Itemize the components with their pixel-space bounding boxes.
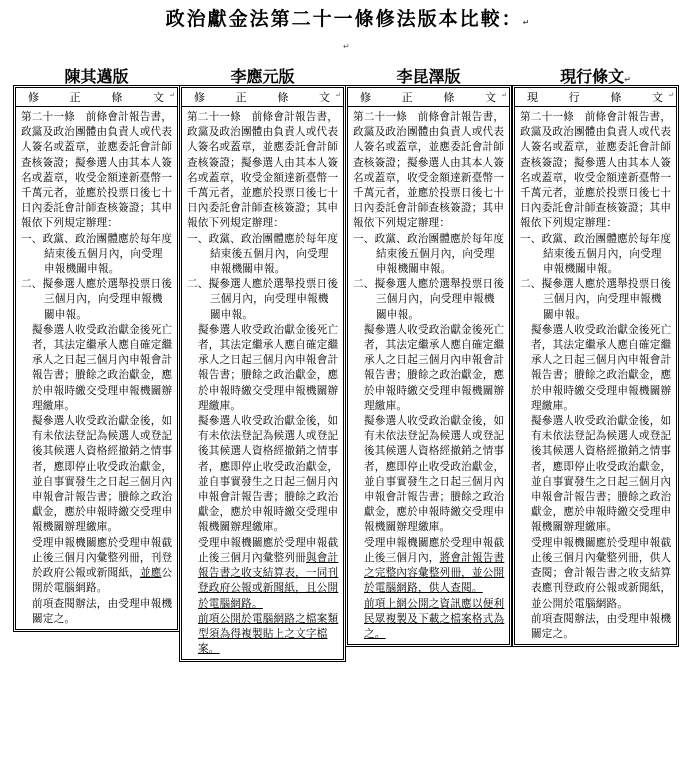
list-item: 二、擬參選人應於選舉投票日後三個月內，向受理申報機關申報。 [21,278,173,321]
column-heading-li-kunze: 李昆澤版 [396,67,461,86]
panel-header: 修 正 條 文 ↵ [16,88,177,107]
amended-text: 前項上網公開之資訊應以便利民眾複製及下載之檔案格式為之。 [364,597,505,640]
paragraph-mark: ↵ [624,75,631,84]
panel-header: 現 行 條 文 ↵ [515,88,676,107]
version-panel-li-kunze [347,87,510,645]
paragraph: 擬參選人收受政治獻金後死亡者，其法定繼承人應自確定繼承人之日起三個月內申報會計報告書；賸餘之政治獻金，應於申報時繳交受理申報機關辦理繳庫。 [32,323,173,412]
paragraph: 擬參選人收受政治獻金後，如有未依法登記為候選人或登記後其候選人資格經撤銷之情事者，應即停止收受政治獻金，並自事實發生之日起三個月內申報會計報告書；賸餘之政治獻金，應於申報時繳交受理申報機關辦理繳庫。 [32,415,173,534]
paragraph: 擬參選人收受政治獻金後，如有未依法登記為候選人或登記後其候選人資格經撤銷之情事者，應即停止收受政治獻金，並自事實發生之日起三個月內申報會計報告書；賸餘之政治獻金，應於申報時繳交受理申報機關辦理繳庫。 [364,415,505,534]
version-panel-chen [15,87,178,630]
panel-body [348,107,509,644]
panel-body [182,107,343,659]
panel-body [16,107,177,629]
panel-header: 修 正 條 文 ↵ [348,88,509,107]
list-item: 二、擬參選人應於選舉投票日後三個月內，向受理申報機關申報。 [187,278,339,321]
version-panel-current [514,87,677,645]
panel-header: 修 正 條 文 ↵ [182,88,343,107]
paragraph: 擬參選人收受政治獻金後死亡者，其法定繼承人應自確定繼承人之日起三個月內申報會計報告書；賸餘之政治獻金，應於申報時繳交受理申報機關辦理繳庫。 [364,323,505,412]
paragraph [187,612,339,658]
list-item: 一、政黨、政治團體應於每年度結束後五個月內，向受理申報機關申報。 [21,232,173,276]
paragraph-mark: ↵ [668,91,675,99]
paragraph: 擬參選人收受政治獻金後，如有未依法登記為候選人或登記後其候選人資格經撤銷之情事者，應即停止收受政治獻金，並自事實發生之日起三個月內申報會計報告書；賸餘之政治獻金，應於申報時繳交受理申報機關辦理繳庫。 [531,415,672,534]
paragraph-mark: ↵ [522,18,532,27]
paragraph-mark: ↵ [501,91,508,99]
paragraph: 擬參選人收受政治獻金後，如有未依法登記為候選人或登記後其候選人資格經撤銷之情事者，應即停止收受政治獻金，並自事實發生之日起三個月內申報會計報告書；賸餘之政治獻金，應於申報時繳交受理申報機關辦理繳庫。 [198,415,339,534]
article-lead: 第二十一條 前條會計報告書，政黨及政治團體由負責人或代表人簽名或蓋章，並應委託會計師查核簽證；擬參選人由其本人簽名或蓋章，收受金額達新臺幣一千萬元者，並應於投票日後七十日內委託會計師查核簽證；其申報依下列規定辦理： [187,111,339,230]
column-heading-chen: 陳其邁版 [64,67,129,86]
list-item: 二、擬參選人應於選舉投票日後三個月內，向受理申報機關申報。 [520,278,672,321]
article-lead: 第二十一條 前條會計報告書，政黨及政治團體由負責人或代表人簽名或蓋章，並應委託會計師查核簽證；擬參選人由其本人簽名或蓋章，收受金額達新臺幣一千萬元者，並應於投票日後七十日內委託會計師查核簽證；其申報依下列規定辦理： [353,111,505,230]
paragraph: 前項查閱辦法，由受理申報機關定之。 [531,612,672,640]
article-lead: 第二十一條 前條會計報告書，政黨及政治團體由負責人或代表人簽名或蓋章，並應委託會計師查核簽證；擬參選人由其本人簽名或蓋章，收受金額達新臺幣一千萬元者，並應於投票日後七十日內委託會計師查核簽證；其申報依下列規定辦理： [21,111,173,230]
column-heading-current: 現行條文↵ [560,67,631,86]
paragraph-mark: ↵ [343,42,350,51]
list-item: 一、政黨、政治團體應於每年度結束後五個月內，向受理申報機關申報。 [187,232,339,276]
list-item: 一、政黨、政治團體應於每年度結束後五個月內，向受理申報機關申報。 [520,232,672,276]
list-item: 一、政黨、政治團體應於每年度結束後五個月內，向受理申報機關申報。 [353,232,505,276]
paragraph: 前項查閱辦法，由受理申報機關定之。 [32,597,173,625]
version-panel-li-yingyuan [181,87,344,660]
paragraph: 擬參選人收受政治獻金後死亡者，其法定繼承人應自確定繼承人之日起三個月內申報會計報告書；賸餘之政治獻金，應於申報時繳交受理申報機關辦理繳庫。 [531,323,672,412]
list-item: 二、擬參選人應於選舉投票日後三個月內，向受理申報機關申報。 [353,278,505,321]
paragraph-mark: ↵ [169,91,176,99]
paragraph: 受理申報機關應於受理申報截止後三個月內，將會計報告書之完整內容彙整列冊，並公開於電腦網路，供人查閱。 [364,536,505,595]
paragraph: 擬參選人收受政治獻金後死亡者，其法定繼承人應自確定繼承人之日起三個月內申報會計報告書；賸餘之政治獻金，應於申報時繳交受理申報機關辦理繳庫。 [198,323,339,412]
amended-text: 與會計報告書之收支結算表，一同刊登政府公報或新聞紙，且公開於電腦網路。 [198,551,339,610]
column-heading-li-yingyuan: 李應元版 [230,67,295,86]
paragraph-mark: ↵ [335,91,342,99]
article-lead: 第二十一條 前條會計報告書，政黨及政治團體由負責人或代表人簽名或蓋章，並應委託會計師查核簽證；擬參選人由其本人簽名或蓋章，收受金額達新臺幣一千萬元者，並應於投票日後七十日內委託會計師查核簽證；其申報依下列規定辦理： [520,111,672,230]
amended-text: 並應 [139,567,162,580]
paragraph: 受理申報機關應於受理申報截止後三個月內彙整列冊與會計報告書之收支結算表，一同刊登政府公報或新聞紙，且公開於電腦網路。 [198,536,339,610]
amended-text: 將會計報告書之完整內容彙整列冊，並公開於電腦網路，供人查閱。 [364,551,505,595]
paragraph: 受理申報機關應於受理申報截止後三個月內彙整列冊，刊登於政府公報或新聞紙，並應公開於電腦網路。 [32,536,173,595]
amended-text: 前項公開於電腦網路之檔案類型須為得複製貼上之文字檔案。 [198,612,339,656]
panel-body [515,107,676,644]
page-title: 政治獻金法第二十一條修法版本比較：↵ [165,8,532,30]
paragraph: 受理申報機關應於受理申報截止後三個月內彙整列冊，供人查閱；會計報告書之收支結算表應刊登政府公報或新聞紙，並公開於電腦網路。 [531,536,672,610]
paragraph [353,597,505,643]
